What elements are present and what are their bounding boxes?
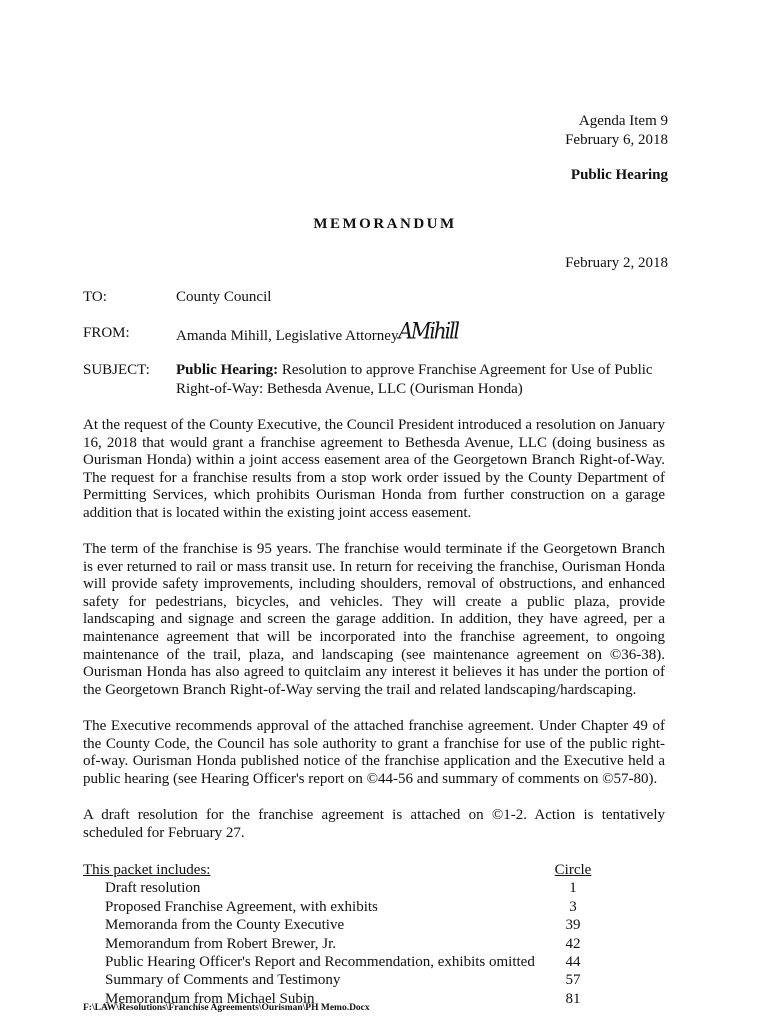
- subject-text: Resolution to approve Franchise Agreement for Use of Public Right-of-Way: Bethesda Avenue, LLC (Ourisman Honda): [176, 362, 653, 397]
- paragraph-4: A draft resolution for the franchise agreement is attached on ©1-2. Action is tentatively scheduled for February 27.: [83, 807, 665, 841]
- paragraph-2: The term of the franchise is 95 years. The franchise would terminate if the Georgetown Branch is ever returned to rail or mass transit use. In return for receiving the franchise, Ourisman Honda will provide safety improvements, including shoulders, removal of obstructions, and enhanced safety for pedestrians, bicycles, and vehicles. They will create a public plaza, provide landscaping and signage and screen the garage addition. In addition, they have agreed, per a maintenance agreement that will be incorporated into the franchise agreement, to ongoing maintenance of the trail, plaza, and landscaping (see maintenance agreement on ©36-38). Ourisman Honda has also agreed to quitclaim any interest it believes it has under the portion of the Georgetown Branch Right-of-Way serving the trail and related landscaping/hardscaping.: [83, 541, 665, 698]
- item-label: Memorandum from Michael Subin: [105, 990, 315, 1007]
- memo-title: MEMORANDUM: [313, 216, 457, 232]
- from-value: Amanda Mihill, Legislative Attorney: [176, 328, 399, 344]
- item-circle: 39: [565, 917, 581, 934]
- agenda-item: Agenda Item 9: [578, 113, 668, 129]
- item-label: Memoranda from the County Executive: [105, 917, 345, 934]
- packet-heading: This packet includes:: [83, 862, 211, 878]
- packet-heading-row: [83, 861, 593, 879]
- subject-bold: Public Hearing:: [176, 362, 279, 378]
- from-value-wrap: [176, 317, 676, 346]
- item-circle: 1: [569, 880, 577, 897]
- file-path-footer: F:\LAW\Resolutions\Franchise Agreements\Ourisman\PH Memo.Docx: [83, 1003, 370, 1013]
- list-item: [83, 898, 593, 916]
- to-value: County Council: [176, 289, 272, 305]
- item-label: Summary of Comments and Testimony: [105, 972, 341, 989]
- memo-date: February 2, 2018: [565, 255, 668, 271]
- from-label: FROM:: [83, 325, 130, 341]
- subject-value: [176, 361, 676, 399]
- subject-label: SUBJECT:: [83, 362, 150, 378]
- item-circle: 57: [565, 972, 581, 989]
- item-label: Proposed Franchise Agreement, with exhibits: [105, 898, 378, 915]
- item-circle: 42: [565, 935, 581, 952]
- item-circle: 3: [569, 898, 577, 915]
- paragraph-3: The Executive recommends approval of the attached franchise agreement. Under Chapter 49 of the County Code, the Council has sole authority to grant a franchise for use of the public right-of-way. Ourisman Honda published notice of the franchise application and the Executive held a public hearing (see Hearing Officer's report on ©44-56 and summary of comments on ©57-80).: [83, 718, 665, 787]
- signature: AMihill: [398, 317, 458, 344]
- item-label: Memorandum from Robert Brewer, Jr.: [105, 935, 337, 952]
- list-item: [83, 879, 593, 897]
- paragraph-1: At the request of the County Executive, the Council President introduced a resolution on January 16, 2018 that would grant a franchise agreement to Bethesda Avenue, LLC (doing business as Ourisman Honda) within a joint access easement area of the Georgetown Branch Right-of-Way. The request for a franchise results from a stop work order issued by the County Department of Permitting Services, which prohibits Ourisman Honda from further construction on a garage addition that is located within the existing joint access easement.: [83, 417, 665, 521]
- list-item: [83, 916, 593, 934]
- list-item: [83, 953, 593, 971]
- to-label: TO:: [83, 289, 107, 305]
- item-circle: 81: [565, 990, 581, 1007]
- item-label: Draft resolution: [105, 880, 201, 897]
- list-item: [83, 935, 593, 953]
- list-item: [83, 971, 593, 989]
- agenda-block: [565, 112, 668, 185]
- public-hearing-label: Public Hearing: [570, 167, 668, 183]
- item-label: Public Hearing Officer's Report and Recommendation, exhibits omitted: [105, 954, 535, 971]
- packet-list: [83, 861, 593, 1008]
- agenda-date: February 6, 2018: [565, 132, 668, 148]
- circle-heading: Circle: [554, 862, 592, 878]
- item-circle: 44: [565, 954, 581, 971]
